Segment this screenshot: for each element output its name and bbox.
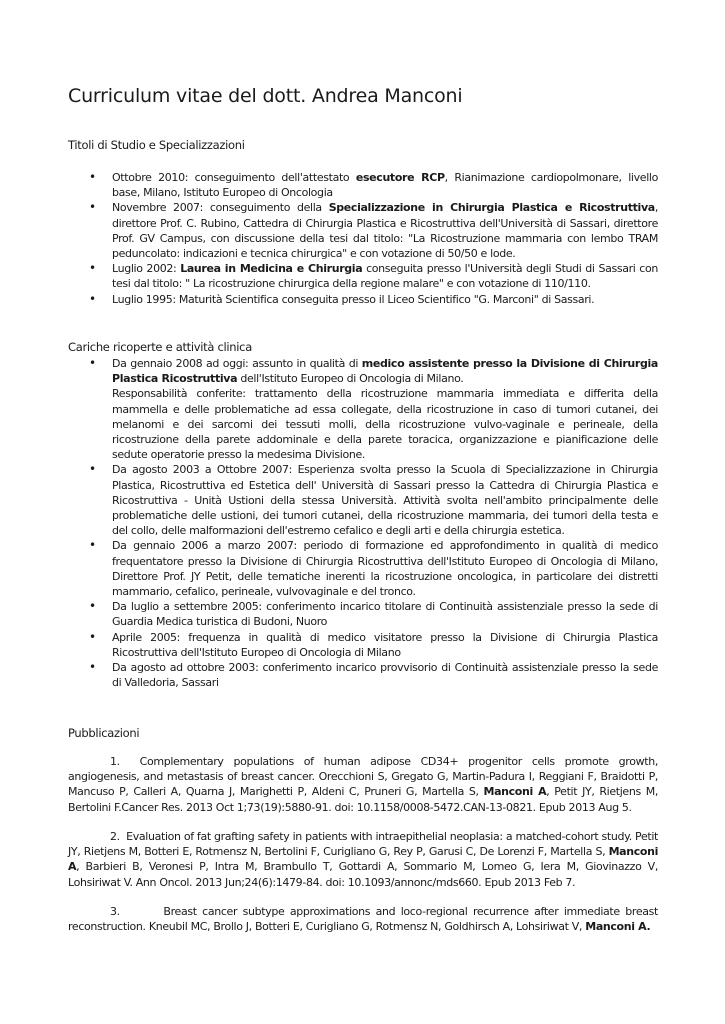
section-heading-pubblicazioni: Pubblicazioni [68,726,140,740]
publication-item: 1. Complementary populations of human adipose CD34+ progenitor cells promote growth, angiogenesis, and metastasis of breast cancer. Orecchioni S, Gregato G, Martin-Padura I, Reggiani F, Braidotti P, Mancuso P, Calleri A, Quarna J, Marighetti P, Aldeni C, Pruneri G, Martella S, Manconi A, Petit JY, Rietjens M, Bertolini F.Cancer Res. 2013 Oct 1;73(19):5880-91. doi: 10.1158/0008-5472.CAN-13-0821. Epub 2013 Aug 5. [68,755,658,814]
cariche-list [68,356,658,690]
section-heading-titoli: Titoli di Studio e Specializzazioni [68,138,245,152]
list-item: • Da agosto 2003 a Ottobre 2007: Esperienza svolta presso la Scuola di Specializzazione in Chirurgia Plastica, Ricostruttiva ed Estetica dell' Università di Sassari presso la Cattedra di Chirurgia Plastica e Ricostruttiva - Unità Ustioni della stessa Università. Attività svolta nell'ambito principalmente delle problematiche delle ustioni, dei tumori cutanei, della ricostruzione mammaria, dei tumori della testa e del collo, delle malformazioni dell'estremo cefalico e degli arti e della chirurgia estetica. [68,462,658,538]
list-item: • Da gennaio 2008 ad oggi: assunto in qualità di medico assistente presso la Divisione di Chirurgia Plastica Ricostruttiva dell'Istituto Europeo di Oncologia di Milano. Responsabilità conferite: trattamento della ricostruzione mammaria immediata e differita della mammella e delle problematiche ad essa collegate, della ricostruzione in caso di tumori cutanei, dei melanomi e dei sarcomi dei tessuti molli, della ricostruzione vulvo-vaginale e perineale, della ricostruzione della parete addominale e della parete toracica, organizzazione e pianificazione delle sedute operatorie presso la medesima Divisione. [68,356,658,462]
list-item: • Novembre 2007: conseguimento della Specializzazione in Chirurgia Plastica e Ricostruttiva, direttore Prof. C. Rubino, Cattedra di Chirurgia Plastica e Ricostruttiva dell'Università di Sassari, direttore Prof. GV Campus, con discussione della tesi dal titolo: "La Ricostruzione mammaria con lembo TRAM peduncolato: indicazioni e tecnica chirurgica" e con votazione di 50/50 e lode. [68,200,658,261]
list-item: • Aprile 2005: frequenza in qualità di medico visitatore presso la Divisione di Chirurgia Plastica Ricostruttiva dell'Istituto Europeo di Oncologia di Milano [68,630,658,660]
list-item: • Da luglio a settembre 2005: conferimento incarico titolare di Continuità assistenziale presso la sede di Guardia Medica turistica di Budoni, Nuoro [68,599,658,629]
list-item: • Da agosto ad ottobre 2003: conferimento incarico provvisorio di Continuità assistenziale presso la sede di Valledoria, Sassari [68,660,658,690]
list-item: • Ottobre 2010: conseguimento dell'attestato esecutore RCP, Rianimazione cardiopolmonare, livello base, Milano, Istituto Europeo di Oncologia [68,170,658,200]
publication-item: 2. Evaluation of fat grafting safety in patients with intraepithelial neoplasia: a matched-cohort study. Petit JY, Rietjens M, Botteri E, Rotmensz N, Bertolini F, Curigliano G, Rey P, Garusi C, De Lorenzi F, Martella S, Manconi A, Barbieri B, Veronesi P, Intra M, Brambullo T, Gottardi A, Sommario M, Lomeo G, Iera M, Giovinazzo V, Lohsiriwat V. Ann Oncol. 2013 Jun;24(6):1479-84. doi: 10.1093/annonc/mds660. Epub 2013 Feb 7. [68,830,658,889]
document-title: Curriculum vitae del dott. Andrea Manconi [68,85,463,107]
list-item: • Da gennaio 2006 a marzo 2007: periodo di formazione ed approfondimento in qualità di medico frequentatore presso la Divisione di Chirurgia Ricostruttiva dell'Istituto Europeo di Oncologia di Milano, Direttore Prof. JY Petit, delle tematiche inerenti la ricostruzione oncologica, in particolare dei distretti mammario, cefalico, perineale, vulvovaginale e del tronco. [68,538,658,599]
list-item: • Luglio 1995: Maturità Scientifica conseguita presso il Liceo Scientifico "G. Marconi" di Sassari. [68,292,658,307]
list-item: • Luglio 2002: Laurea in Medicina e Chirurgia conseguita presso l'Università degli Studi di Sassari con tesi dal titolo: " La ricostruzione chirurgica della regione malare" e con votazione di 110/110. [68,261,658,291]
titoli-list [68,170,658,307]
section-heading-cariche: Cariche ricoperte e attività clinica [68,340,252,354]
publication-item: 3. Breast cancer subtype approximations and loco-regional recurrence after immediate breast reconstruction. Kneubil MC, Brollo J, Botteri E, Curigliano G, Rotmensz N, Goldhirsch A, Lohsiriwat V, Manconi A. [68,905,658,934]
